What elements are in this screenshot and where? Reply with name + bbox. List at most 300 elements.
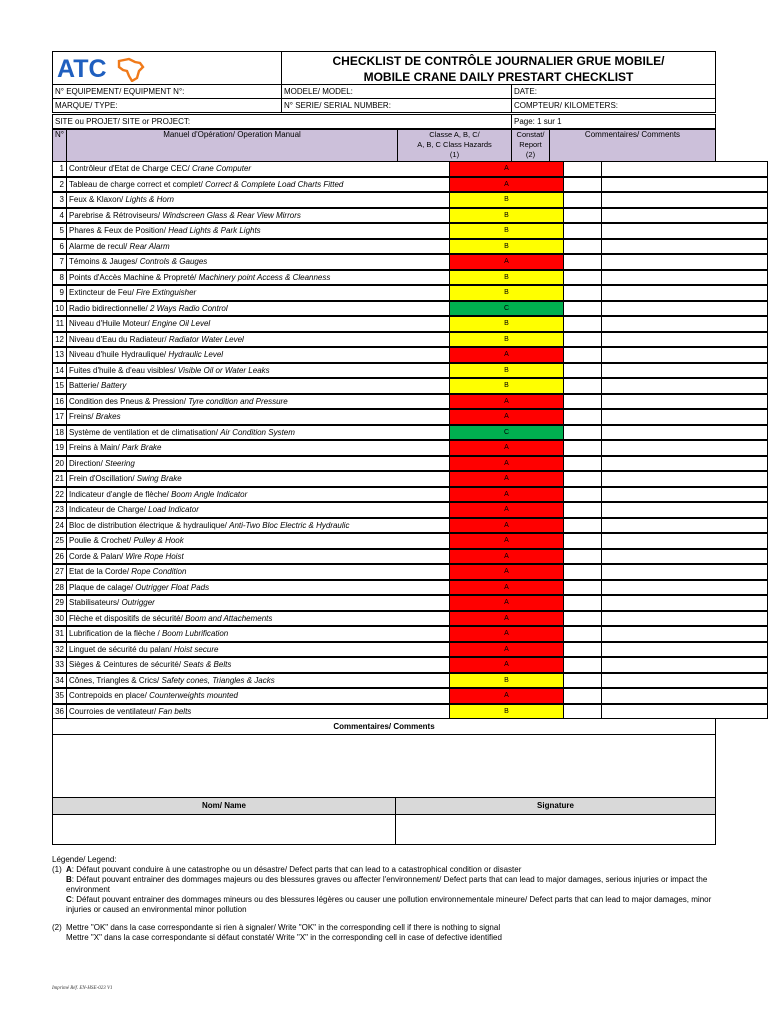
item-description: [66, 611, 450, 627]
item-description: [66, 549, 450, 565]
item-number: 15: [52, 378, 67, 394]
report-cell[interactable]: [563, 611, 602, 627]
comment-cell[interactable]: [601, 223, 768, 239]
item-description: [66, 378, 450, 394]
item-number: 2: [52, 177, 67, 193]
report-cell[interactable]: [563, 177, 602, 193]
item-number: 9: [52, 285, 67, 301]
comment-cell[interactable]: [601, 580, 768, 596]
legend: [52, 855, 732, 943]
item-label-fr: Freins/: [69, 412, 94, 421]
item-label-fr: Courroies de ventilateur/: [69, 706, 157, 716]
item-description: [66, 595, 450, 611]
report-cell[interactable]: [563, 549, 602, 565]
item-label-fr: Extincteur de Feu/: [69, 288, 134, 297]
item-number: 11: [52, 316, 67, 332]
legend-c-text: : Défaut pouvant entrainer des dommages mineurs ou des blessures légères ou causer une pollution environnementale mineure/ Defect parts that can lead to major damages, minor injuries or caused an environmental minor pollution: [66, 895, 712, 914]
item-description: [66, 394, 450, 410]
item-description: [66, 704, 450, 720]
item-label-fr: Bloc de distribution électrique & hydraulique/: [69, 520, 227, 530]
report-cell[interactable]: [563, 270, 602, 286]
report-header-line3: (2): [525, 150, 536, 159]
hazard-class-badge: A: [449, 564, 564, 580]
item-label-en: Head Lights & Park Lights: [168, 226, 261, 235]
item-number: 5: [52, 223, 67, 239]
comment-cell[interactable]: [601, 192, 768, 208]
hazard-class-badge: C: [449, 301, 564, 317]
title-line-1: CHECKLIST DE CONTRÔLE JOURNALIER GRUE MOBILE/: [332, 54, 665, 68]
table-row: [52, 301, 716, 317]
table-row: [52, 456, 716, 472]
item-number: 1: [52, 161, 67, 177]
report-cell[interactable]: [563, 502, 602, 518]
item-number: 30: [52, 611, 67, 627]
legend-1-c: [66, 895, 732, 915]
item-number: 10: [52, 301, 67, 317]
hazard-class-badge: A: [449, 688, 564, 704]
item-number: 3: [52, 192, 67, 208]
item-description: [66, 487, 450, 503]
item-label-en: Hydraulic Level: [168, 350, 224, 359]
hazard-class-badge: C: [449, 425, 564, 441]
item-label-en: Radiator Water Level: [168, 334, 244, 344]
serial-field[interactable]: N° SERIE/ SERIAL NUMBER:: [281, 98, 512, 113]
report-header-line1: Constat/: [516, 130, 545, 139]
page-indicator: Page: 1 sur 1: [511, 114, 716, 129]
document-title: [281, 51, 716, 85]
legend-b-key: B: [66, 875, 72, 884]
table-row: [52, 347, 716, 363]
item-number: 23: [52, 502, 67, 518]
item-description: [66, 502, 450, 518]
report-cell[interactable]: [563, 595, 602, 611]
table-row: [52, 626, 716, 642]
item-label-en: Hoist secure: [173, 644, 219, 654]
table-row: [52, 285, 716, 301]
hazard-class-badge: B: [449, 316, 564, 332]
item-label-en: Engine Oil Level: [151, 319, 211, 328]
item-description: [66, 642, 450, 658]
item-number: 20: [52, 456, 67, 472]
comment-cell[interactable]: [601, 518, 768, 534]
hazard-class-badge: B: [449, 239, 564, 255]
table-row: [52, 580, 716, 596]
comment-cell[interactable]: [601, 394, 768, 410]
item-description: [66, 347, 450, 363]
report-cell[interactable]: [563, 316, 602, 332]
item-number: 18: [52, 425, 67, 441]
report-cell[interactable]: [563, 223, 602, 239]
item-label-en: Tyre condition and Pressure: [188, 396, 288, 406]
report-header-line2: Report: [519, 140, 542, 149]
item-description: [66, 161, 450, 177]
comment-cell[interactable]: [601, 642, 768, 658]
item-number: 32: [52, 642, 67, 658]
item-label-en: Battery: [101, 381, 127, 390]
item-number: 34: [52, 673, 67, 689]
comment-cell[interactable]: [601, 316, 768, 332]
hazard-class-badge: A: [449, 456, 564, 472]
comment-cell[interactable]: [601, 626, 768, 642]
hazard-class-badge: A: [449, 440, 564, 456]
item-label-fr: Linguet de sécurité du palan/: [69, 644, 172, 654]
item-label-fr: Indicateur de Charge/: [69, 505, 146, 514]
name-field[interactable]: [52, 814, 396, 845]
comment-cell[interactable]: [601, 409, 768, 425]
report-cell[interactable]: [563, 254, 602, 270]
report-cell[interactable]: [563, 363, 602, 379]
legend-c-key: C: [66, 895, 72, 904]
hazard-class-badge: A: [449, 471, 564, 487]
item-description: [66, 254, 450, 270]
item-label-en: Safety cones, Triangles & Jacks: [161, 675, 275, 685]
table-row: [52, 254, 716, 270]
table-row: [52, 378, 716, 394]
comment-cell[interactable]: [601, 347, 768, 363]
comment-cell[interactable]: [601, 595, 768, 611]
hazard-class-badge: B: [449, 673, 564, 689]
item-label-fr: Points d'Accès Machine & Propreté/: [69, 272, 197, 282]
footer-reference: Imprimé Réf. EN-HSE-023 V1: [52, 986, 113, 991]
item-label-fr: Fuites d'huile & d'eau visibles/: [69, 365, 176, 375]
hazard-class-badge: A: [449, 161, 564, 177]
col-report-header: [511, 129, 550, 162]
item-label-fr: Feux & Klaxon/: [69, 195, 124, 204]
col-num-header: N°: [52, 129, 67, 162]
item-description: [66, 533, 450, 549]
table-row: [52, 425, 716, 441]
table-row: [52, 518, 716, 534]
checklist-table: [52, 161, 716, 719]
table-row: [52, 487, 716, 503]
brand-field[interactable]: MARQUE/ TYPE:: [52, 98, 282, 113]
item-label-fr: Indicateur d'angle de flèche/: [69, 489, 169, 499]
item-description: [66, 425, 450, 441]
col-manual-header: Manuel d'Opération/ Operation Manual: [66, 129, 398, 162]
item-number: 25: [52, 533, 67, 549]
hazard-class-badge: B: [449, 270, 564, 286]
table-row: [52, 223, 716, 239]
legend-2: [52, 923, 732, 943]
table-row: [52, 270, 716, 286]
item-number: 29: [52, 595, 67, 611]
item-label-en: Outrigger: [121, 598, 155, 607]
item-label-en: Machinery point Access & Cleanness: [198, 272, 331, 282]
atc-logo: [57, 54, 157, 82]
comment-cell[interactable]: [601, 704, 768, 720]
report-cell[interactable]: [563, 394, 602, 410]
item-number: 26: [52, 549, 67, 565]
legend-1: [52, 865, 732, 915]
report-cell[interactable]: [563, 285, 602, 301]
col-comments-header: Commentaires/ Comments: [549, 129, 716, 162]
report-cell[interactable]: [563, 347, 602, 363]
comment-cell[interactable]: [601, 487, 768, 503]
svg-text:ATC: ATC: [57, 55, 107, 82]
table-row: [52, 564, 716, 580]
item-label-en: Air Condition System: [220, 427, 295, 437]
item-label-en: Rear Alarm: [129, 241, 170, 251]
comment-cell[interactable]: [601, 533, 768, 549]
item-label-fr: Cônes, Triangles & Crics/: [69, 675, 160, 685]
report-cell[interactable]: [563, 518, 602, 534]
item-number: 8: [52, 270, 67, 286]
item-label-en: Wire Rope Hoist: [125, 551, 184, 561]
table-row: [52, 192, 716, 208]
item-number: 17: [52, 409, 67, 425]
item-number: 31: [52, 626, 67, 642]
item-label-fr: Flèche et dispositifs de sécurité/: [69, 613, 183, 623]
comment-cell[interactable]: [601, 363, 768, 379]
comment-cell[interactable]: [601, 502, 768, 518]
report-cell[interactable]: [563, 580, 602, 596]
name-header: Nom/ Name: [52, 797, 396, 815]
item-label-en: Park Brake: [121, 443, 162, 452]
hazard-class-badge: A: [449, 487, 564, 503]
comment-cell[interactable]: [601, 270, 768, 286]
report-cell[interactable]: [563, 456, 602, 472]
report-cell[interactable]: [563, 239, 602, 255]
item-description: [66, 409, 450, 425]
report-cell[interactable]: [563, 471, 602, 487]
signature-header: Signature: [395, 797, 716, 815]
report-cell[interactable]: [563, 673, 602, 689]
item-label-en: Outrigger Float Pads: [135, 582, 210, 592]
item-label-en: Windscreen Glass & Rear View Mirrors: [162, 210, 301, 220]
item-label-fr: Stabilisateurs/: [69, 598, 120, 607]
item-number: 13: [52, 347, 67, 363]
legend-a-key: A: [66, 865, 72, 874]
table-row: [52, 316, 716, 332]
report-cell[interactable]: [563, 657, 602, 673]
comment-cell[interactable]: [601, 378, 768, 394]
item-label-en: Fire Extinguisher: [136, 288, 197, 297]
item-label-en: Lights & Horn: [125, 195, 174, 204]
comment-cell[interactable]: [601, 471, 768, 487]
comment-cell[interactable]: [601, 208, 768, 224]
table-row: [52, 502, 716, 518]
item-description: [66, 580, 450, 596]
comment-cell[interactable]: [601, 549, 768, 565]
table-row: [52, 239, 716, 255]
item-label-fr: Témoins & Jauges/: [69, 257, 138, 266]
item-label-fr: Contrôleur d'Etat de Charge CEC/: [69, 164, 190, 173]
hazard-class-badge: A: [449, 533, 564, 549]
item-number: 19: [52, 440, 67, 456]
title-line-2: MOBILE CRANE DAILY PRESTART CHECKLIST: [363, 70, 634, 84]
item-label-fr: Radio bidirectionnelle/: [69, 303, 148, 313]
comment-cell[interactable]: [601, 239, 768, 255]
table-row: [52, 549, 716, 565]
comment-cell[interactable]: [601, 161, 768, 177]
signature-field[interactable]: [395, 814, 716, 845]
item-label-fr: Niveau d'Huile Moteur/: [69, 319, 150, 328]
comment-cell[interactable]: [601, 254, 768, 270]
date-field[interactable]: DATE:: [511, 84, 716, 99]
item-label-fr: Sièges & Ceintures de sécurité/: [69, 660, 182, 669]
item-number: 6: [52, 239, 67, 255]
item-label-en: Correct & Complete Load Charts Fitted: [205, 179, 344, 189]
item-label-fr: Alarme de recul/: [69, 241, 128, 251]
comment-cell[interactable]: [601, 456, 768, 472]
report-cell[interactable]: [563, 378, 602, 394]
report-cell[interactable]: [563, 487, 602, 503]
item-number: 22: [52, 487, 67, 503]
comment-cell[interactable]: [601, 564, 768, 580]
report-cell[interactable]: [563, 688, 602, 704]
table-row: [52, 673, 716, 689]
hazard-class-badge: A: [449, 626, 564, 642]
item-number: 35: [52, 688, 67, 704]
item-number: 24: [52, 518, 67, 534]
item-label-fr: Direction/: [69, 458, 103, 468]
legend-1-b: [66, 875, 732, 895]
hazard-class-badge: A: [449, 502, 564, 518]
comment-cell[interactable]: [601, 332, 768, 348]
hazard-class-badge: A: [449, 347, 564, 363]
item-label-en: 2 Ways Radio Control: [149, 303, 228, 313]
item-description: [66, 192, 450, 208]
item-label-en: Boom and Attachements: [185, 613, 273, 623]
report-cell[interactable]: [563, 301, 602, 317]
report-cell[interactable]: [563, 533, 602, 549]
table-row: [52, 704, 716, 720]
item-label-fr: Niveau d'huile Hydraulique/: [69, 350, 167, 359]
table-row: [52, 394, 716, 410]
hazard-class-badge: A: [449, 657, 564, 673]
counter-field[interactable]: COMPTEUR/ KILOMETERS:: [511, 98, 716, 113]
hazard-class-badge: A: [449, 580, 564, 596]
item-label-fr: Parebrise & Rétroviseurs/: [69, 210, 161, 220]
table-row: [52, 332, 716, 348]
item-label-en: Seats & Belts: [183, 660, 232, 669]
hazard-class-badge: A: [449, 394, 564, 410]
comment-cell[interactable]: [601, 425, 768, 441]
item-label-fr: Batterie/: [69, 381, 99, 390]
hazard-class-badge: A: [449, 611, 564, 627]
report-cell[interactable]: [563, 409, 602, 425]
table-row: [52, 363, 716, 379]
item-label-en: Counterweights mounted: [149, 691, 239, 700]
item-label-en: Brakes: [95, 412, 121, 421]
table-row: [52, 161, 716, 177]
item-description: [66, 223, 450, 239]
table-row: [52, 611, 716, 627]
report-cell[interactable]: [563, 626, 602, 642]
hazard-class-badge: B: [449, 192, 564, 208]
report-cell[interactable]: [563, 642, 602, 658]
class-header-line3: (1): [449, 150, 460, 159]
hazard-class-badge: B: [449, 363, 564, 379]
logo-cell: [52, 51, 282, 85]
item-label-en: Pulley & Hook: [133, 536, 184, 545]
hazard-class-badge: B: [449, 704, 564, 720]
comment-cell[interactable]: [601, 657, 768, 673]
comment-cell[interactable]: [601, 611, 768, 627]
item-label-en: Boom Lubrification: [161, 629, 229, 638]
item-label-fr: Plaque de calage/: [69, 582, 134, 592]
report-cell[interactable]: [563, 704, 602, 720]
item-description: [66, 332, 450, 348]
item-description: [66, 239, 450, 255]
hazard-class-badge: A: [449, 518, 564, 534]
report-cell[interactable]: [563, 208, 602, 224]
comment-cell[interactable]: [601, 440, 768, 456]
report-cell[interactable]: [563, 440, 602, 456]
item-number: 14: [52, 363, 67, 379]
item-description: [66, 456, 450, 472]
item-description: [66, 285, 450, 301]
hazard-class-badge: A: [449, 642, 564, 658]
equipment-field[interactable]: N° EQUIPEMENT/ EQUIPMENT N°:: [52, 84, 282, 99]
comment-cell[interactable]: [601, 301, 768, 317]
site-field[interactable]: SITE ou PROJET/ SITE or PROJECT:: [52, 114, 512, 129]
item-label-fr: Condition des Pneus & Pression/: [69, 396, 186, 406]
hazard-class-badge: A: [449, 549, 564, 565]
table-row: [52, 471, 716, 487]
legend-2-ok: Mettre "OK" dans la case correspondante si rien à signaler/ Write "OK" in the corresponding cell if there is nothing to signal: [66, 923, 501, 932]
hazard-class-badge: B: [449, 285, 564, 301]
comment-cell[interactable]: [601, 688, 768, 704]
legend-title: Légende/ Legend:: [52, 855, 117, 864]
legend-2-x: Mettre "X" dans la case correspondante si défaut constaté/ Write "X" in the corresponding cell in case of defective identified: [66, 933, 502, 942]
item-number: 21: [52, 471, 67, 487]
report-cell[interactable]: [563, 332, 602, 348]
item-label-en: Crane Computer: [191, 164, 252, 173]
comment-cell[interactable]: [601, 177, 768, 193]
report-cell[interactable]: [563, 564, 602, 580]
table-row: [52, 177, 716, 193]
col-class-header: [397, 129, 512, 162]
class-header-line2: A, B, C Class Hazards: [417, 140, 492, 149]
hazard-class-badge: A: [449, 595, 564, 611]
report-cell[interactable]: [563, 161, 602, 177]
table-row: [52, 409, 716, 425]
item-description: [66, 564, 450, 580]
item-label-en: Load Indicator: [148, 505, 199, 514]
item-label-fr: Corde & Palan/: [69, 551, 124, 561]
item-description: [66, 657, 450, 673]
item-label-en: Anti-Two Bloc Electric & Hydraulic: [229, 520, 350, 530]
comment-cell[interactable]: [601, 673, 768, 689]
item-label-fr: Phares & Feux de Position/: [69, 226, 166, 235]
comments-section-title: Commentaires/ Comments: [52, 718, 716, 735]
item-label-en: Rope Condition: [131, 567, 187, 576]
item-description: [66, 316, 450, 332]
item-description: [66, 440, 450, 456]
hazard-class-badge: A: [449, 409, 564, 425]
item-label-en: Swing Brake: [136, 474, 182, 483]
report-cell[interactable]: [563, 192, 602, 208]
item-label-fr: Contrepoids en place/: [69, 691, 147, 700]
hazard-class-badge: B: [449, 332, 564, 348]
hazard-class-badge: A: [449, 177, 564, 193]
item-description: [66, 177, 450, 193]
item-label-fr: Freins à Main/: [69, 443, 120, 452]
legend-1-a: [66, 865, 732, 875]
item-label-en: Fan belts: [158, 706, 192, 716]
item-description: [66, 208, 450, 224]
item-label-fr: Tableau de charge correct et complet/: [69, 179, 203, 189]
item-number: 28: [52, 580, 67, 596]
legend-1-mark: (1): [52, 865, 62, 874]
comments-area[interactable]: [52, 734, 716, 798]
comment-cell[interactable]: [601, 285, 768, 301]
model-field[interactable]: MODELE/ MODEL:: [281, 84, 512, 99]
item-description: [66, 518, 450, 534]
report-cell[interactable]: [563, 425, 602, 441]
hazard-class-badge: B: [449, 208, 564, 224]
